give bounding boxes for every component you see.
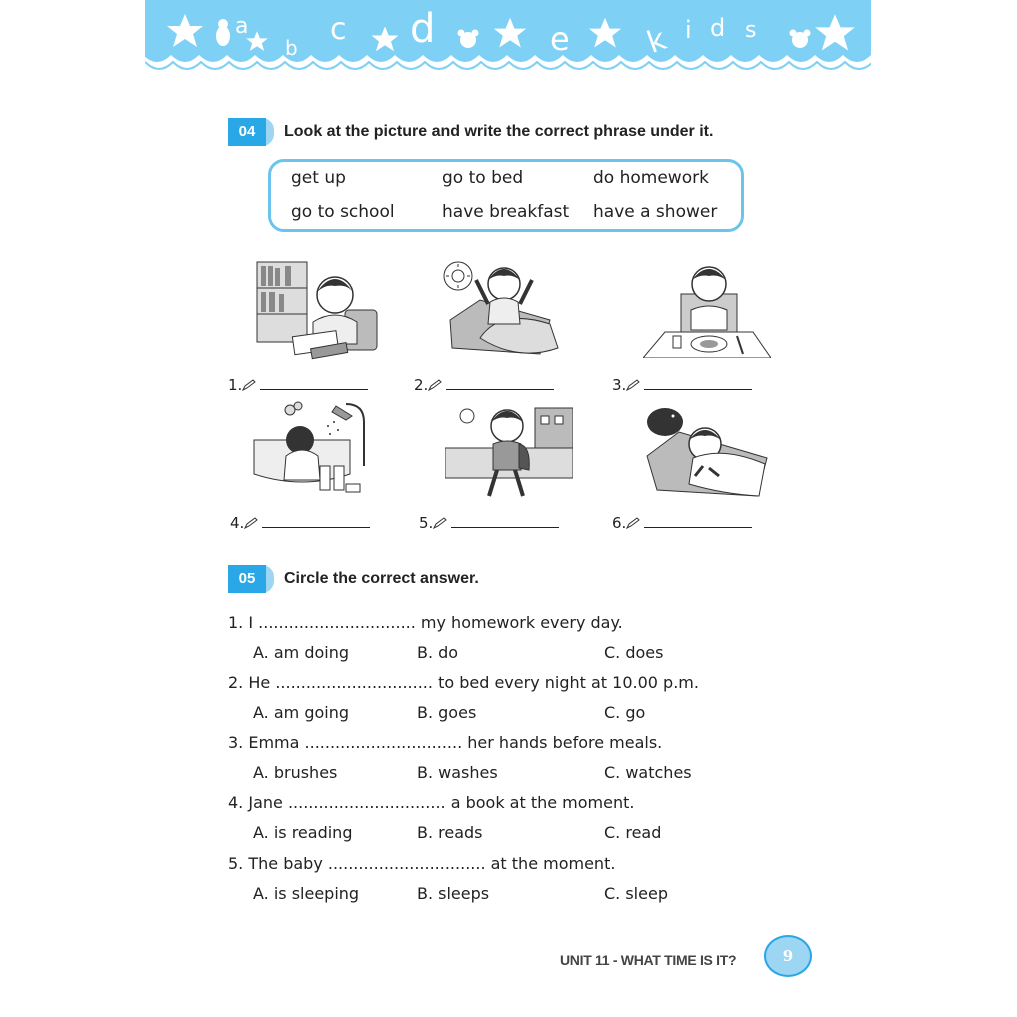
question-3: 3. Emma ............................... her hands before meals. [228, 733, 663, 752]
unit-title: UNIT 11 - WHAT TIME IS IT? [560, 952, 737, 968]
banner-letter-d: d [410, 6, 436, 52]
section-5-number: 05 [228, 565, 266, 593]
picture-go-to-bed [643, 400, 771, 500]
option-b[interactable]: B. washes [417, 763, 498, 782]
word-bank-item: go to bed [442, 168, 524, 188]
option-a[interactable]: A. brushes [253, 763, 338, 782]
word-bank [268, 159, 744, 232]
answer-line-3 [612, 375, 752, 394]
question-2: 2. He ............................... to bed every night at 10.00 p.m. [228, 673, 699, 692]
penguin-icon [216, 19, 230, 46]
item-number: 5. [419, 514, 434, 532]
question-4: 4. Jane ............................... a book at the moment. [228, 793, 635, 812]
banner-letter-d2: d [710, 14, 726, 42]
answer-blank[interactable] [260, 375, 368, 390]
header-banner [145, 0, 871, 80]
banner-letter-i: i [685, 16, 692, 44]
section-5-title: Circle the correct answer. [284, 570, 479, 587]
word-bank-item: have a shower [593, 202, 718, 222]
banner-letter-k: k [642, 22, 671, 61]
pencil-icon [626, 379, 640, 391]
option-a[interactable]: A. am going [253, 703, 349, 722]
section-4-tag [228, 118, 278, 146]
page-number: 9 [782, 947, 794, 965]
picture-go-to-school [445, 400, 573, 500]
answer-blank[interactable] [451, 513, 559, 528]
question-5: 5. The baby ............................... at the moment. [228, 854, 616, 873]
answer-line-2 [414, 375, 554, 394]
item-number: 3. [612, 376, 627, 394]
section-5-tag [228, 565, 278, 593]
option-b[interactable]: B. goes [417, 703, 477, 722]
item-number: 4. [230, 514, 245, 532]
option-a[interactable]: A. is reading [253, 823, 353, 842]
section-4-number: 04 [228, 118, 266, 146]
pencil-icon [433, 517, 447, 529]
banner-letter-b: b [285, 36, 298, 60]
option-c[interactable]: C. go [604, 703, 646, 722]
banner-letter-c: c [330, 12, 347, 47]
option-c[interactable]: C. read [604, 823, 662, 842]
banner-letter-s: s [745, 18, 757, 43]
pencil-icon [428, 379, 442, 391]
option-c[interactable]: C. does [604, 643, 664, 662]
banner-background [145, 0, 871, 80]
pencil-icon [626, 517, 640, 529]
banner-letter-a: a [235, 14, 249, 39]
word-bank-item: do homework [593, 168, 709, 188]
item-number: 1. [228, 376, 243, 394]
answer-line-4 [230, 513, 370, 532]
option-c[interactable]: C. sleep [604, 884, 668, 903]
answer-blank[interactable] [262, 513, 370, 528]
option-a[interactable]: A. am doing [253, 643, 349, 662]
answer-blank[interactable] [446, 375, 554, 390]
section-4-title: Look at the picture and write the correct phrase under it. [284, 123, 714, 140]
answer-line-1 [228, 375, 368, 394]
word-bank-item: go to school [291, 202, 395, 222]
picture-breakfast [643, 258, 771, 358]
picture-homework [253, 260, 381, 360]
option-b[interactable]: B. do [417, 643, 459, 662]
pencil-icon [242, 379, 256, 391]
answer-blank[interactable] [644, 375, 752, 390]
word-bank-item: get up [291, 168, 346, 188]
option-b[interactable]: B. sleeps [417, 884, 490, 903]
option-a[interactable]: A. is sleeping [253, 884, 360, 903]
banner-letter-e: e [550, 20, 570, 58]
question-1: 1. I ............................... my homework every day. [228, 613, 623, 632]
pencil-icon [244, 517, 258, 529]
answer-blank[interactable] [644, 513, 752, 528]
picture-shower [250, 400, 378, 500]
page-number-badge [764, 935, 812, 977]
answer-line-5 [419, 513, 559, 532]
option-c[interactable]: C. watches [604, 763, 692, 782]
option-b[interactable]: B. reads [417, 823, 483, 842]
item-number: 6. [612, 514, 627, 532]
item-number: 2. [414, 376, 429, 394]
answer-line-6 [612, 513, 752, 532]
picture-get-up [440, 258, 568, 358]
word-bank-item: have breakfast [442, 202, 570, 222]
